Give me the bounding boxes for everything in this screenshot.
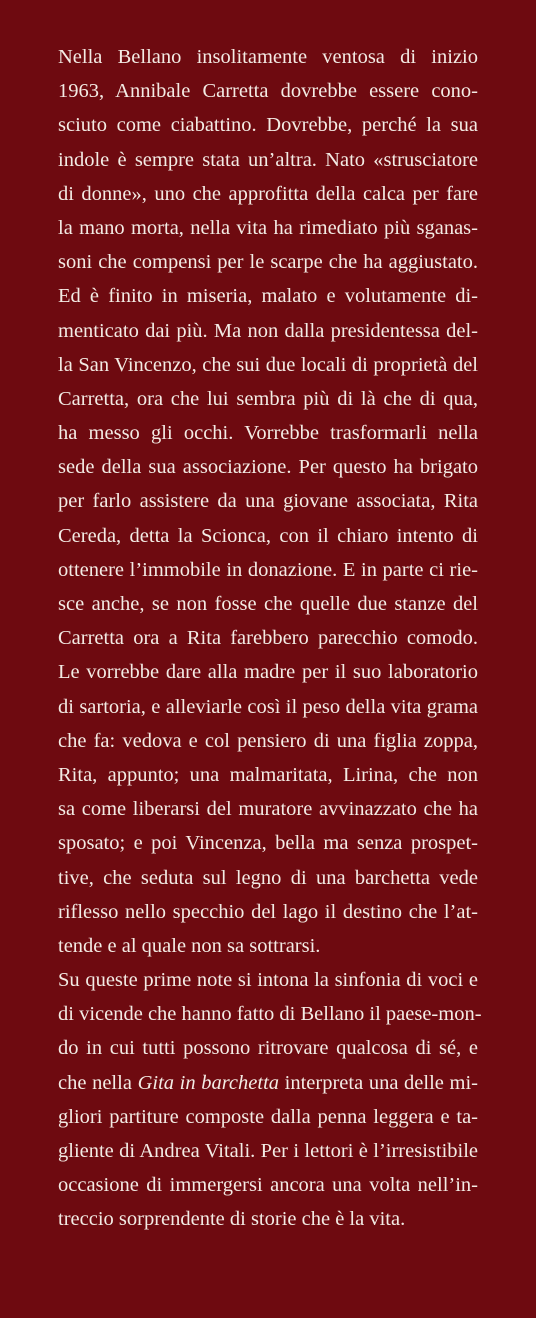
- text-line: gliente di Andrea Vitali. Per i lettori è l’irresistibile: [58, 1140, 478, 1162]
- text-line: sciuto come ciabattino. Dovrebbe, perché la sua: [58, 114, 478, 137]
- text-line: Su queste prime note si intona la sinfonia di voci e: [58, 969, 478, 992]
- text-line: ha messo gli occhi. Vorrebbe trasformarli nella: [58, 422, 478, 445]
- text-line: la mano morta, nella vita ha rimediato più sganas-: [58, 216, 478, 239]
- text-line: Ed è finito in miseria, malato e volutamente di-: [58, 285, 478, 308]
- text-line: di vicende che hanno fatto di Bellano il paese-mon-: [58, 1003, 482, 1026]
- text-fragment: interpreta una delle mi-: [279, 1071, 478, 1094]
- text-line: 1963, Annibale Carretta dovrebbe essere cono-: [58, 80, 478, 103]
- text-line: sede della sua associazione. Per questo ha brigato: [58, 456, 478, 479]
- blurb-paragraph-2: [58, 963, 482, 1237]
- text-line: occasione di immergersi ancora una volta nell’in-: [58, 1174, 478, 1197]
- text-fragment: che nella: [58, 1071, 138, 1094]
- text-line: la San Vincenzo, che sui due locali di proprietà del: [58, 353, 478, 376]
- text-line: Rita, appunto; una malmaritata, Lirina, che non: [58, 763, 478, 786]
- text-line: ottenere l’immobile in donazione. E in parte ci rie-: [58, 558, 478, 581]
- text-line: [58, 1066, 478, 1100]
- text-line: Le vorrebbe dare alla madre per il suo laboratorio: [58, 661, 478, 684]
- text-line: che fa: vedova e col pensiero di una figlia zoppa,: [58, 729, 478, 752]
- text-line: gliori partiture composte dalla penna leggera e ta-: [58, 1105, 478, 1128]
- text-line: Carretta, ora che lui sembra più di là che di qua,: [58, 387, 478, 410]
- text-line: treccio sorprendente di storie che è la vita.: [58, 1208, 406, 1231]
- text-line: tive, che seduta sul legno di una barchetta vede: [58, 866, 478, 889]
- text-line: di donne», uno che approfitta della calca per fare: [58, 182, 478, 205]
- back-cover-blurb: [58, 40, 482, 1237]
- text-line: soni che compensi per le scarpe che ha aggiustato.: [58, 251, 478, 274]
- text-line: Carretta ora a Rita farebbero parecchio comodo.: [58, 627, 478, 650]
- text-line: indole è sempre stata un’altra. Nato «strusciatore: [58, 148, 478, 171]
- text-line: per farlo assistere da una giovane associata, Rita: [58, 490, 478, 513]
- text-line: sce anche, se non fosse che quelle due stanze del: [58, 593, 478, 615]
- text-line: sposato; e poi Vincenza, bella ma senza prospet-: [58, 832, 478, 855]
- text-line: Nella Bellano insolitamente ventosa di inizio: [58, 46, 478, 68]
- text-line: di sartoria, e alleviarle così il peso della vita grama: [58, 695, 478, 718]
- text-line: menticato dai più. Ma non dalla presidentessa del-: [58, 319, 478, 342]
- text-line: Cereda, detta la Scionca, con il chiaro intento di: [58, 524, 478, 547]
- blurb-paragraph-1: [58, 40, 478, 963]
- text-line: tende e al quale non sa sottrarsi.: [58, 934, 321, 957]
- text-line: sa come liberarsi del muratore avvinazzato che ha: [58, 798, 478, 821]
- text-line: do in cui tutti possono ritrovare qualcosa di sé, e: [58, 1037, 478, 1060]
- text-line: riflesso nello specchio del lago il destino che l’at-: [58, 900, 478, 923]
- book-title: Gita in barchetta: [137, 1071, 280, 1094]
